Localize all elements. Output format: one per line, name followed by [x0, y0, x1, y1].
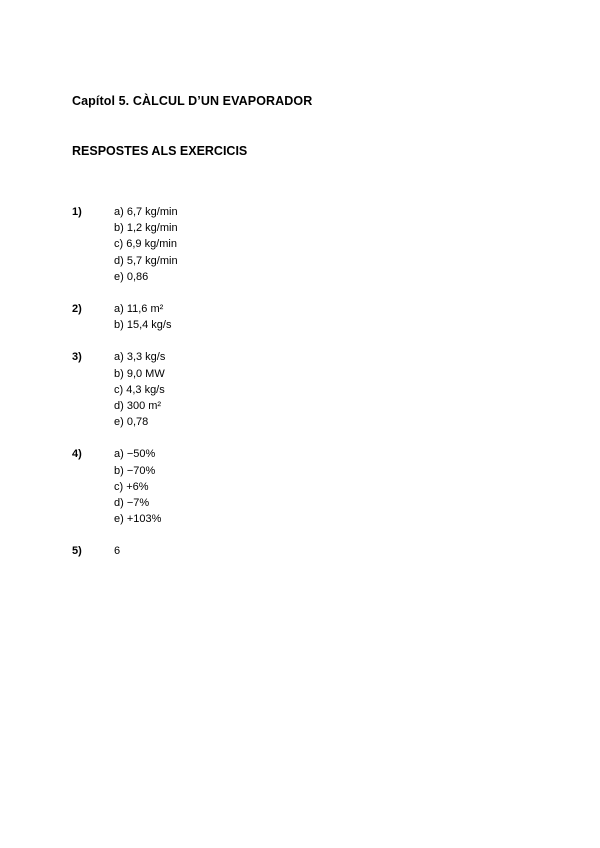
exercise-answers: [114, 301, 171, 333]
exercise-number: 2): [72, 303, 82, 316]
exercise-4: [72, 446, 532, 527]
answer-item: e) 0,78: [114, 416, 149, 429]
chapter-title: Capítol 5. CÀLCUL D’UN EVAPORADOR: [72, 94, 313, 108]
answer-item: b) 15,4 kg/s: [114, 319, 172, 332]
section-title: RESPOSTES ALS EXERCICIS: [72, 144, 248, 158]
exercise-number: 1): [72, 206, 82, 218]
answers-list: [72, 204, 532, 576]
exercise-3: [72, 349, 532, 430]
answer-item: 6: [114, 545, 121, 558]
answer-item: e) 0,86: [114, 270, 149, 283]
exercise-answers: [114, 349, 165, 430]
answer-item: b) −70%: [114, 464, 156, 477]
exercise-1: [72, 204, 532, 285]
exercise-number: 4): [72, 448, 82, 461]
answer-item: c) +6%: [114, 480, 149, 493]
answer-item: c) 4,3 kg/s: [114, 383, 165, 396]
exercise-number: 5): [72, 545, 82, 558]
exercise-answers: [114, 543, 120, 559]
answer-item: b) 1,2 kg/min: [114, 222, 178, 235]
exercise-2: [72, 301, 532, 333]
answer-item: a) 6,7 kg/min: [114, 206, 178, 218]
answer-item: d) 5,7 kg/min: [114, 254, 178, 267]
exercise-answers: [114, 446, 161, 527]
answer-item: b) 9,0 MW: [114, 367, 165, 380]
answer-item: a) 11,6 m²: [114, 303, 164, 316]
answer-item: a) 3,3 kg/s: [114, 351, 166, 364]
answer-item: d) 300 m²: [114, 400, 162, 413]
answer-item: d) −7%: [114, 497, 150, 510]
answer-item: a) −50%: [114, 448, 156, 461]
exercise-number: 3): [72, 351, 82, 364]
exercise-answers: [114, 204, 178, 285]
answer-item: e) +103%: [114, 513, 162, 526]
exercise-5: [72, 543, 532, 559]
answer-item: c) 6,9 kg/min: [114, 238, 177, 251]
